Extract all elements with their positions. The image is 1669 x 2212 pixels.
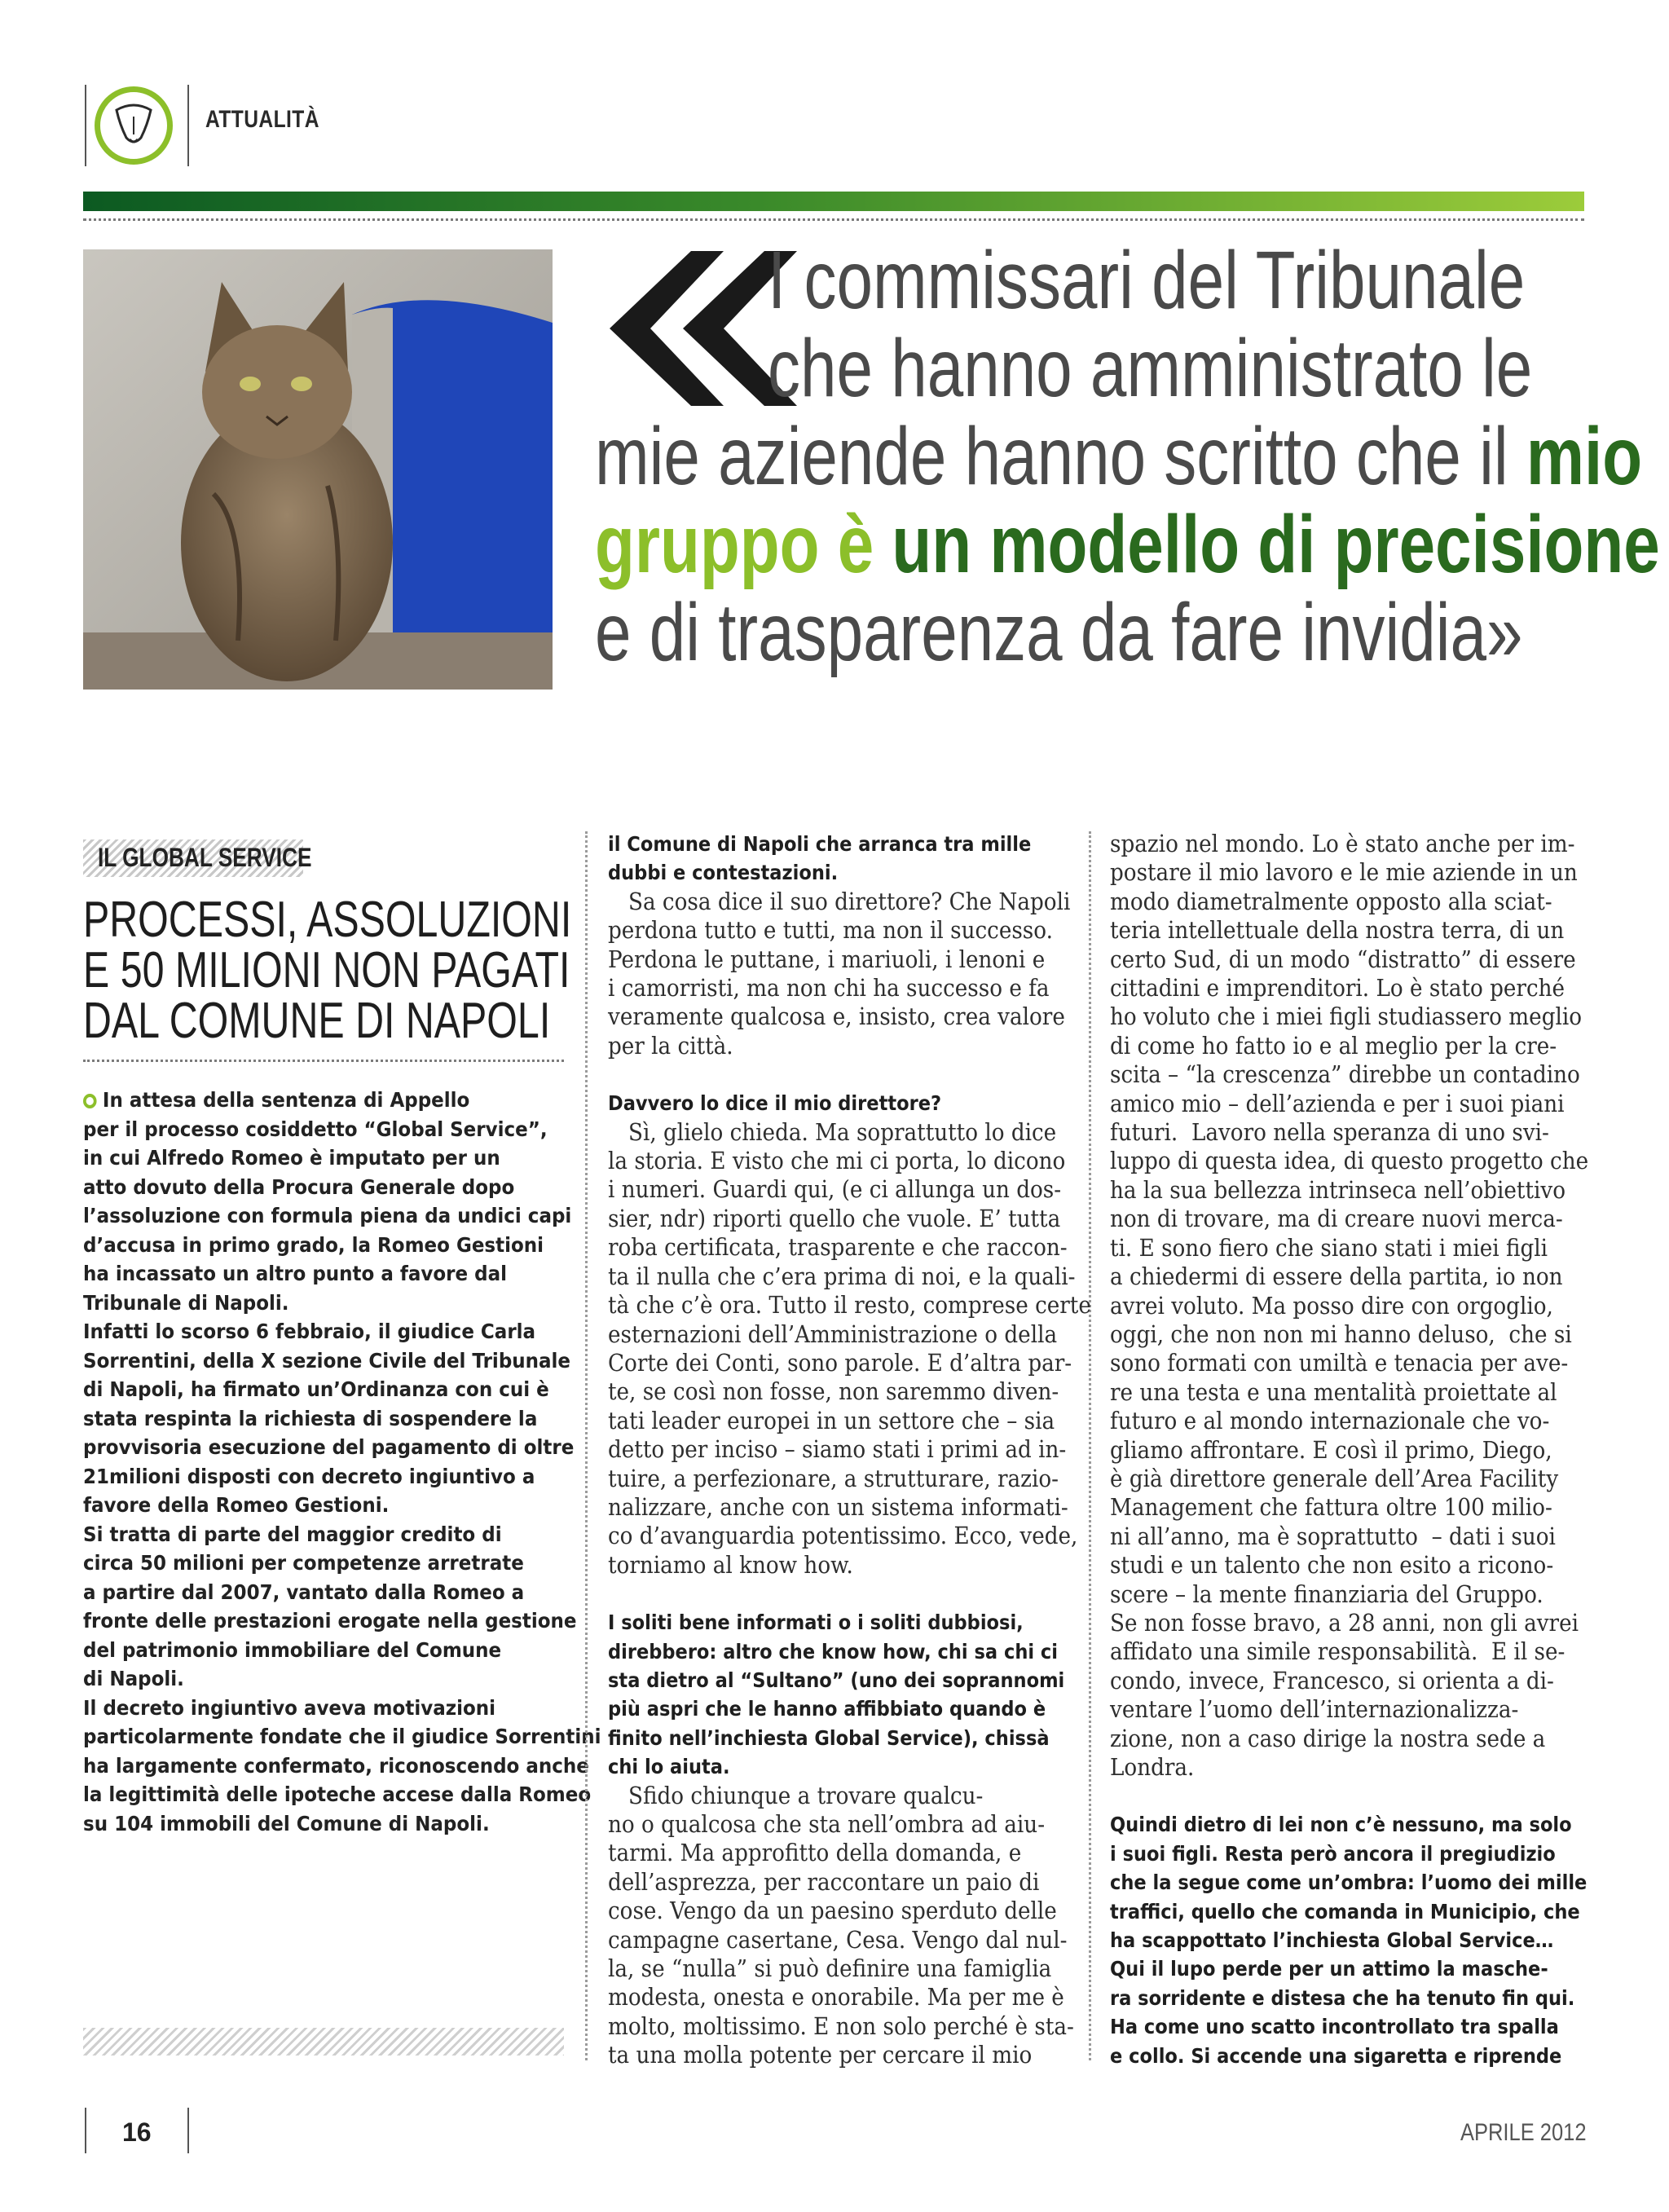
box-kicker: IL GLOBAL SERVICE	[98, 843, 312, 872]
page-number: 16	[122, 2117, 152, 2147]
body-text-line: la storia. E visto che mi ci porta, lo dicono	[608, 1148, 1066, 1175]
lede-line: Tribunale di Napoli.	[83, 1290, 289, 1315]
body-text-line: perdona tutto e tutti, ma non il successo.	[608, 917, 1053, 945]
body-text-line: zione, non a caso dirige la nostra sede a	[1110, 1725, 1546, 1752]
body-text-line: torniamo al know how.	[608, 1551, 853, 1579]
body-text-line: Perdona le puttane, i mariuoli, i lenoni e	[608, 945, 1046, 973]
paragraph-gap	[608, 1060, 1043, 1089]
lion-face-icon	[95, 86, 173, 165]
body-text-line: Sì, glielo chieda. Ma soprattutto lo dice	[608, 1118, 1057, 1146]
lede-line: del patrimonio immobiliare del Comune	[83, 1637, 502, 1662]
lede-line: atto dovuto della Procura Generale dopo	[83, 1174, 515, 1199]
lede-line: provvisoria esecuzione del pagamento di oltre	[83, 1435, 575, 1459]
body-text-line: non di trovare, ma di creare nuovi merca-	[1110, 1205, 1563, 1233]
headline-line: E 50 MILIONI NON PAGATI	[83, 942, 570, 998]
lede-line: 21milioni disposti con decreto ingiuntivo a	[83, 1464, 535, 1488]
paragraph-gap	[1110, 1782, 1545, 1810]
interview-question-line: il Comune di Napoli che arranca tra mille	[608, 832, 1032, 856]
body-text-line: di come ho fatto io e al meglio per la cre-	[1110, 1032, 1557, 1060]
paragraph-gap	[608, 1580, 1043, 1608]
body-text-line: molto, moltissimo. E non solo perché è sta-	[608, 2012, 1074, 2040]
lede-line: Sorrentini, della X sezione Civile del Tribunale	[83, 1348, 571, 1373]
body-text-line: re una testa e una mentalità proiettate al	[1110, 1378, 1557, 1406]
quote-line: che hanno amministrato le	[768, 323, 1533, 414]
quote-highlight: un modello di precisione	[892, 499, 1660, 590]
lede-line: a partire dal 2007, vantato dalla Romeo a	[83, 1580, 525, 1604]
body-text-line: Se non fosse bravo, a 28 anni, non gli avrei	[1110, 1609, 1579, 1637]
interview-question-line: chi lo aiuta.	[608, 1755, 730, 1779]
body-text-line: per la città.	[608, 1032, 733, 1060]
body-text-line: Londra.	[1110, 1754, 1195, 1781]
header-color-bar	[83, 192, 1584, 211]
lede-line: la legittimità delle ipoteche accese dalla Romeo	[83, 1782, 592, 1806]
body-text-line: cose. Vengo da un paesino sperduto delle	[608, 1897, 1057, 1925]
body-text-line: Management che fattura oltre 100 milio-	[1110, 1494, 1552, 1522]
box-headline	[83, 892, 572, 1049]
interview-question-line: più aspri che le hanno affibbiato quando è	[608, 1697, 1046, 1721]
article-column-3	[1110, 830, 1589, 2070]
lede-line: ha incassato un altro punto a favore dal	[83, 1262, 508, 1285]
body-text-line: ta una molla potente per cercare il mio	[608, 2042, 1033, 2069]
body-text-line: gliamo affrontare. E così il primo, Diego,	[1110, 1436, 1552, 1464]
body-text-line: ta il nulla che c’era prima di noi, e la quali-	[608, 1262, 1076, 1290]
interview-question-line: ha scappottato l’inchiesta Global Service…	[1110, 1928, 1554, 1953]
body-text-line: avrei voluto. Ma posso dire con orgoglio,	[1110, 1292, 1553, 1320]
body-text-line: detto per inciso – siamo stati i primi ad in-	[608, 1436, 1067, 1464]
interview-question-line: ra sorridente e distesa che ha tenuto fin qui.	[1110, 1985, 1575, 2010]
lede-line: Si tratta di parte del maggior credito di	[83, 1522, 502, 1546]
lede-line: stata respinta la richiesta di sospendere la	[83, 1406, 538, 1430]
interview-question-line: I soliti bene informati o i soliti dubbiosi,	[608, 1611, 1024, 1635]
article-column-2	[608, 830, 1091, 2070]
body-text-line: è già direttore generale dell’Area Facility	[1110, 1465, 1559, 1492]
body-text-line: studi e un talento che non esito a ricono-	[1110, 1552, 1554, 1580]
body-text-line: i camorristi, ma non chi ha successo e fa	[608, 975, 1050, 1002]
body-text-line: spazio nel mondo. Lo è stato anche per im-	[1110, 831, 1575, 857]
body-text-line: ti. E sono fiero che siano stati i miei figli	[1110, 1234, 1548, 1262]
lede-line: ha largamente confermato, riconoscendo anche	[83, 1753, 589, 1778]
lede-line: d’accusa in primo grado, la Romeo Gestioni	[83, 1232, 544, 1257]
footer-rule-right	[187, 2108, 189, 2153]
lede-line: Infatti lo scorso 6 febbraio, il giudice Carla	[83, 1320, 536, 1343]
body-text-line: ventare l’uomo dell’internazionalizza-	[1110, 1696, 1519, 1724]
quote-highlight: mio	[1526, 411, 1643, 502]
body-text-line: roba certificata, trasparente e che raccon-	[608, 1234, 1068, 1262]
box-bottom-hatch	[83, 2028, 564, 2056]
body-text-line: certo Sud, di un modo “distratto” di essere	[1110, 945, 1576, 973]
lede-line: di Napoli, ha firmato un’Ordinanza con cui è	[83, 1377, 549, 1401]
body-text-line: dell’asprezza, per raccontare un paio di	[608, 1868, 1040, 1896]
body-text-line: modesta, onesta e onorabile. Ma per me è	[608, 1984, 1064, 2012]
body-text-line: esternazioni dell’Amministrazione o della	[608, 1320, 1058, 1348]
body-text-line: i numeri. Guardi qui, (e ci allunga un dos-	[608, 1176, 1062, 1204]
lede-line: In attesa della sentenza di Appello	[102, 1088, 470, 1112]
footer-rule-left	[85, 2108, 86, 2153]
header-rule-right	[187, 85, 189, 166]
interview-question-line: Qui il lupo perde per un attimo la masche-	[1110, 1957, 1548, 1981]
body-text-line: sono formati con umiltà e tenacia per ave-	[1110, 1350, 1569, 1377]
interview-question-line: i suoi figli. Resta però ancora il pregiudizio	[1110, 1841, 1556, 1866]
cat-photo	[83, 249, 553, 690]
body-text-line: Corte dei Conti, sono parole. E d’altra par-	[608, 1349, 1072, 1377]
quote-line: I commissari del Tribunale	[768, 235, 1526, 326]
lede-line: particolarmente fondate che il giudice Sorrentini	[83, 1725, 601, 1748]
body-text-line: amico mio – dell’azienda e per i suoi piani	[1110, 1090, 1565, 1117]
pull-quote	[595, 235, 1660, 678]
box-lede	[83, 1086, 601, 1838]
body-text-line: modo diametralmente opposto alla sciat-	[1110, 888, 1552, 915]
body-text-line: scere – la mente finanziaria del Gruppo.	[1110, 1580, 1543, 1608]
lede-line: favore della Romeo Gestioni.	[83, 1493, 390, 1517]
body-text-line: postare il mio lavoro e le mie aziende in un	[1110, 859, 1578, 887]
interview-question-line: finito nell’inchiesta Global Service), chissà	[608, 1725, 1050, 1750]
body-text-line: veramente qualcosa e, insisto, crea valore	[608, 1003, 1065, 1031]
lede-line: Il decreto ingiuntivo aveva motivazioni	[83, 1695, 496, 1720]
interview-question-line: e collo. Si accende una sigaretta e riprende	[1110, 2043, 1562, 2068]
body-text-line: condo, invece, Francesco, si orienta a di-	[1110, 1667, 1554, 1694]
quote-highlight: gruppo è	[595, 499, 892, 590]
interview-question-line: direbbero: altro che know how, chi sa chi ci	[608, 1639, 1059, 1663]
body-text-line: ho voluto che i miei figli studiassero meglio	[1110, 1003, 1583, 1031]
body-text-line: cittadini e imprenditori. Lo è stato perché	[1110, 975, 1566, 1002]
body-text-line: Sfido chiunque a trovare qualcu-	[608, 1782, 984, 1809]
lede-line: per il processo cosiddetto “Global Service”,	[83, 1117, 548, 1141]
header-dotted-rule	[83, 218, 1584, 221]
interview-question-line: sta dietro al “Sultano” (uno dei soprannomi	[608, 1668, 1065, 1692]
bullet-circle-icon	[83, 1094, 97, 1108]
interview-question-line: Ha come uno scatto incontrollato tra spalla	[1110, 2015, 1559, 2039]
lede-line: circa 50 milioni per competenze arretrate	[83, 1551, 524, 1575]
body-text-line: ha la sua bellezza intrinseca nell’obiettivo	[1110, 1176, 1566, 1204]
lede-line: su 104 immobili del Comune di Napoli.	[83, 1811, 490, 1835]
body-text-line: tuire, a perfezionare, a strutturare, razio-	[608, 1465, 1059, 1492]
body-text-line: ni all’anno, ma è soprattutto – dati i suoi	[1110, 1522, 1556, 1550]
column-separator	[1089, 831, 1091, 2060]
body-text-line: co d’avanguardia potentissimo. Ecco, vede,	[608, 1522, 1078, 1550]
lede-line: di Napoli.	[83, 1667, 184, 1690]
body-text-line: te, se così non fosse, non saremmo diven-	[608, 1378, 1059, 1406]
lede-line: fronte delle prestazioni erogate nella gestione	[83, 1609, 577, 1633]
issue-date: APRILE 2012	[1460, 2119, 1587, 2146]
body-text-line: a chiedermi di essere della partita, io non	[1110, 1263, 1563, 1291]
interview-question-line: dubbi e contestazioni.	[608, 861, 839, 885]
body-text-line: no o qualcosa che sta nell’ombra ad aiu-	[608, 1811, 1046, 1838]
body-text-line: campagne casertane, Cesa. Vengo dal nul-	[608, 1926, 1068, 1954]
body-text-line: teria intellettuale della nostra terra, di un	[1110, 917, 1565, 945]
interview-question-line: Quindi dietro di lei non c’è nessuno, ma solo	[1110, 1813, 1572, 1837]
headline-line: DAL COMUNE DI NAPOLI	[83, 993, 551, 1049]
lede-line: in cui Alfredo Romeo è imputato per un	[83, 1146, 500, 1170]
header-rule-left	[85, 85, 86, 166]
box-dotted-rule	[83, 1060, 564, 1062]
interview-question-line: che la segue come un’ombra: l’uomo dei mille	[1110, 1871, 1588, 1895]
lede-line: l’assoluzione con formula piena da undici capi	[83, 1204, 572, 1227]
body-text-line: oggi, che non non mi hanno deluso, che si	[1110, 1320, 1572, 1348]
column-separator	[585, 831, 588, 2060]
body-text-line: la, se “nulla” si può definire una famiglia	[608, 1955, 1052, 1983]
body-text-line: luppo di questa idea, di questo progetto che	[1110, 1148, 1589, 1175]
body-text-line: futuro e al mondo internazionale che vo-	[1110, 1408, 1550, 1435]
body-text-line: affidato una simile responsabilità. E il se-	[1110, 1638, 1566, 1666]
body-text-line: tarmi. Ma approfitto della domanda, e	[608, 1840, 1022, 1867]
body-text-line: Sa cosa dice il suo direttore? Che Napoli	[608, 888, 1071, 915]
body-text-line: futuri. Lavoro nella speranza di uno svi-	[1110, 1119, 1549, 1147]
body-text-line: tati leader europei in un settore che – sia	[608, 1407, 1055, 1434]
body-text-line: scita – “la crescenza” direbbe un contadino	[1110, 1061, 1580, 1089]
interview-question-line: Davvero lo dice il mio direttore?	[608, 1091, 942, 1116]
quote-line: mie aziende hanno scritto che il	[595, 411, 1526, 502]
interview-question-line: traffici, quello che comanda in Municipio, che	[1110, 1899, 1580, 1923]
section-label: ATTUALITÀ	[205, 106, 319, 133]
headline-line: PROCESSI, ASSOLUZIONI	[83, 892, 572, 948]
quote-line: e di trasparenza da fare invidia»	[595, 587, 1523, 678]
body-text-line: tà che c’è ora. Tutto il resto, comprese certe	[608, 1292, 1091, 1320]
body-text-line: nalizzare, anche con un sistema informati-	[608, 1493, 1068, 1521]
body-text-line: sier, ndr) riporti quello che vuole. E’ tutta	[608, 1205, 1061, 1232]
